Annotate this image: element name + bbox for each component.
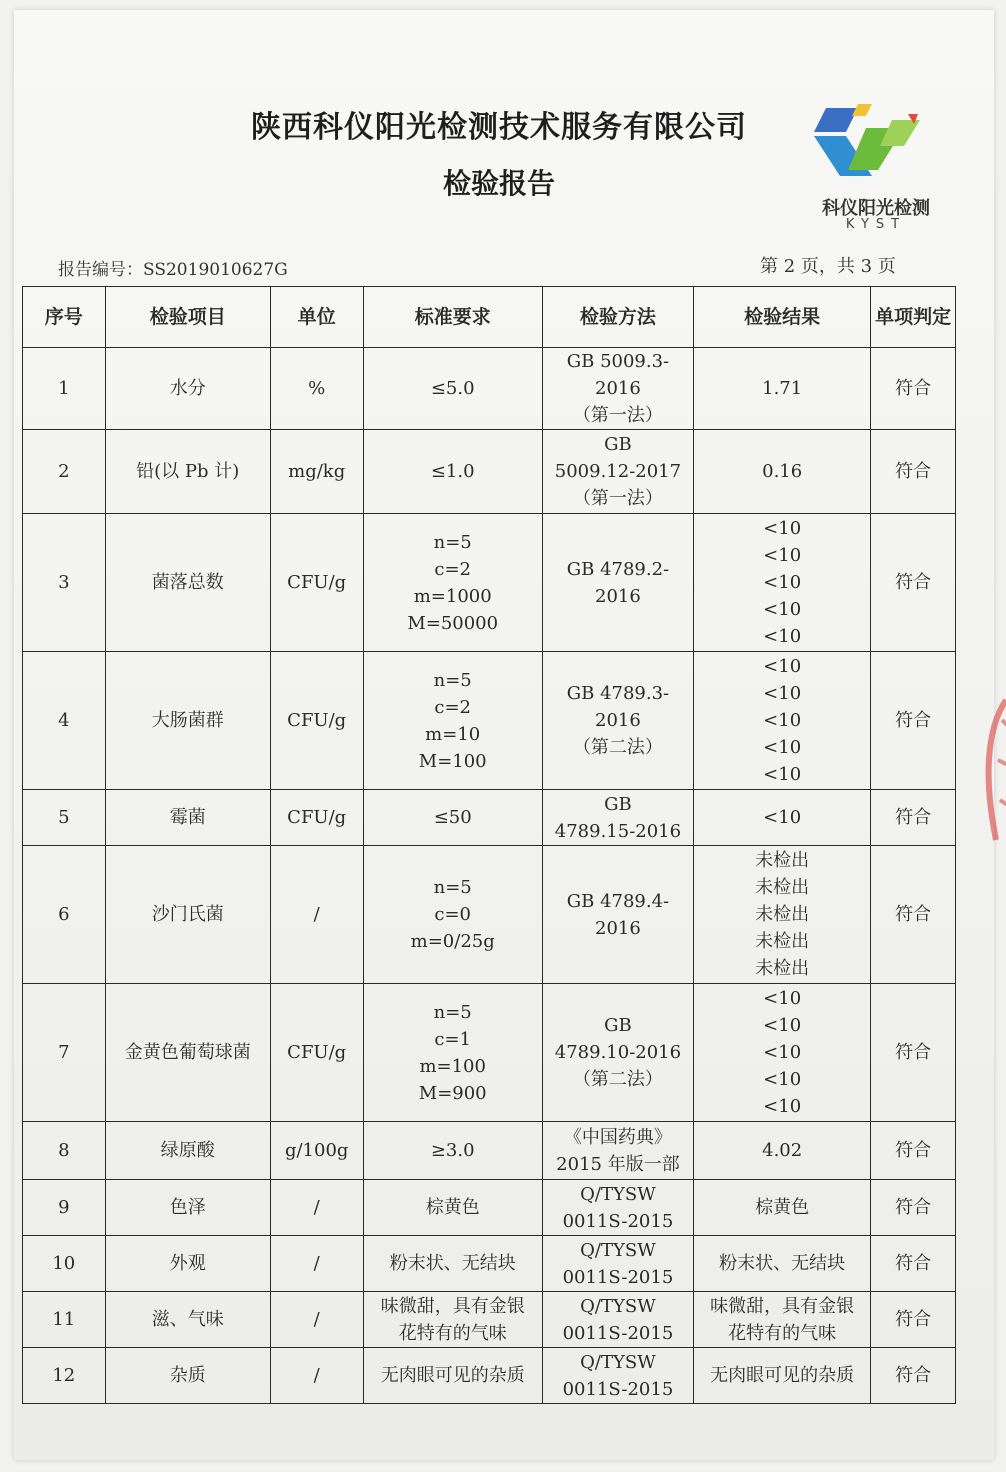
cell-seq: 7 xyxy=(23,984,106,1122)
cell-result xyxy=(694,984,871,1122)
cell-unit: % xyxy=(270,348,363,430)
cell-method xyxy=(542,348,693,430)
cell-result xyxy=(694,1122,871,1180)
cell-unit: / xyxy=(270,1292,363,1348)
cell-verdict: 符合 xyxy=(871,514,956,652)
cell-standard xyxy=(363,1236,542,1292)
cell-result-line: <10 xyxy=(763,710,802,731)
cell-method xyxy=(542,984,693,1122)
cell-result-line: <10 xyxy=(763,626,802,647)
logo-abbreviation: KYST xyxy=(845,217,907,232)
cell-verdict: 符合 xyxy=(871,984,956,1122)
cell-result-line: <10 xyxy=(763,518,802,539)
cell-result xyxy=(694,514,871,652)
cell-standard-line: c=2 xyxy=(434,558,472,580)
cell-method-line: GB 4789.2-2016 xyxy=(566,558,670,607)
cell-method-line: GB 4789.4-2016 xyxy=(566,890,670,939)
table-row xyxy=(23,652,956,790)
cell-standard-line: 无肉眼可见的杂质 xyxy=(380,1365,525,1386)
cell-result-line: 无肉眼可见的杂质 xyxy=(710,1365,855,1386)
cell-result-line: 1.71 xyxy=(762,378,803,399)
cell-unit: / xyxy=(270,1348,363,1404)
cell-result xyxy=(694,1348,871,1404)
logo-name: 科仪阳光检测 xyxy=(822,198,930,219)
red-stamp-fragment xyxy=(976,690,1006,870)
cell-seq: 5 xyxy=(23,790,106,846)
cell-result-line: 味微甜，具有金银 xyxy=(710,1295,855,1317)
cell-item: 金黄色葡萄球菌 xyxy=(105,984,270,1122)
cell-unit: / xyxy=(270,846,363,984)
cell-method-line: 4789.10-2016 xyxy=(554,1042,682,1063)
cell-standard-line: n=5 xyxy=(433,669,472,691)
cell-item: 杂质 xyxy=(105,1348,270,1404)
cell-method-line: GB xyxy=(604,793,632,815)
cell-standard xyxy=(363,430,542,514)
cell-unit: / xyxy=(270,1236,363,1292)
cell-standard xyxy=(363,1180,542,1236)
cell-verdict: 符合 xyxy=(871,1236,956,1292)
cell-verdict: 符合 xyxy=(871,1122,956,1180)
cell-method-line: 0011S-2015 xyxy=(562,1378,674,1400)
cell-method xyxy=(542,1122,693,1180)
cell-standard-line: ≤50 xyxy=(433,807,472,828)
cell-verdict: 符合 xyxy=(871,1292,956,1348)
cell-standard-line: m=0/25g xyxy=(410,931,495,952)
header-method: 检验方法 xyxy=(542,287,693,348)
cell-result-line: <10 xyxy=(763,807,802,828)
cell-item: 色泽 xyxy=(105,1180,270,1236)
cell-seq: 4 xyxy=(23,652,106,790)
cell-verdict: 符合 xyxy=(871,846,956,984)
cell-method xyxy=(542,1292,693,1348)
cell-item: 水分 xyxy=(105,348,270,430)
cell-result-line: 未检出 xyxy=(755,850,810,871)
cell-result xyxy=(694,652,871,790)
table-row xyxy=(23,1122,956,1180)
cell-method xyxy=(542,1236,693,1292)
cell-item: 铅(以 Pb 计) xyxy=(105,430,270,514)
cell-result-line: <10 xyxy=(763,764,802,785)
cell-method-line: 5009.12-2017 xyxy=(554,461,682,482)
cell-result-line: <10 xyxy=(763,572,802,593)
cell-method-line: 2015 年版一部 xyxy=(556,1153,680,1175)
cell-standard-line: 棕黄色 xyxy=(425,1197,480,1218)
cell-result-line: <10 xyxy=(763,656,802,677)
cell-method-line: Q/TYSW xyxy=(580,1183,656,1205)
cell-standard xyxy=(363,790,542,846)
cell-standard-line: ≤1.0 xyxy=(430,461,475,482)
cell-method xyxy=(542,430,693,514)
table-header-row xyxy=(23,287,956,348)
cell-seq: 11 xyxy=(23,1292,106,1348)
cell-method-line: 0011S-2015 xyxy=(562,1266,674,1288)
cell-unit: CFU/g xyxy=(270,652,363,790)
cell-standard xyxy=(363,846,542,984)
cell-method-line: Q/TYSW xyxy=(580,1239,656,1261)
cell-item: 霉菌 xyxy=(105,790,270,846)
header-seq: 序号 xyxy=(23,287,106,348)
cell-verdict: 符合 xyxy=(871,790,956,846)
cell-result-line: 0.16 xyxy=(762,461,803,482)
cell-result-line: <10 xyxy=(763,988,802,1009)
cell-verdict: 符合 xyxy=(871,430,956,514)
cell-method-line: GB xyxy=(604,434,632,455)
cell-standard-line: c=2 xyxy=(434,696,472,718)
cell-seq: 6 xyxy=(23,846,106,984)
cell-standard xyxy=(363,348,542,430)
table-row xyxy=(23,790,956,846)
cell-result-line: <10 xyxy=(763,1015,802,1036)
cell-standard-line: M=50000 xyxy=(407,612,499,634)
cell-result-line: 未检出 xyxy=(755,877,810,898)
header-standard: 标准要求 xyxy=(363,287,542,348)
cell-item: 绿原酸 xyxy=(105,1122,270,1180)
cell-standard-line: M=100 xyxy=(418,750,487,772)
cell-standard-line: n=5 xyxy=(433,877,472,898)
cell-result-line: <10 xyxy=(763,1042,802,1063)
cell-seq: 1 xyxy=(23,348,106,430)
cell-method-line: 0011S-2015 xyxy=(562,1210,674,1232)
cell-standard-line: m=100 xyxy=(419,1055,486,1077)
cell-method xyxy=(542,652,693,790)
report-number: 报告编号：SS2019010627G xyxy=(58,260,288,280)
document-title: 检验报告 xyxy=(442,167,555,200)
cell-result-line: 未检出 xyxy=(755,931,810,952)
cell-standard xyxy=(363,1348,542,1404)
cell-item: 滋、气味 xyxy=(105,1292,270,1348)
kyst-logo xyxy=(796,98,956,238)
table-row xyxy=(23,1292,956,1348)
table-row xyxy=(23,1236,956,1292)
cell-result-line: <10 xyxy=(763,1069,802,1090)
cell-unit: mg/kg xyxy=(270,430,363,514)
table-row xyxy=(23,846,956,984)
cell-method-line: （第二法） xyxy=(572,737,663,758)
header-result: 检验结果 xyxy=(694,287,871,348)
cell-result xyxy=(694,1236,871,1292)
cell-method-line: Q/TYSW xyxy=(580,1295,656,1317)
cell-unit: CFU/g xyxy=(270,984,363,1122)
table-row xyxy=(23,1348,956,1404)
cell-method xyxy=(542,846,693,984)
cell-result-line: <10 xyxy=(763,599,802,620)
cell-result-line: 花特有的气味 xyxy=(728,1322,837,1344)
cell-unit: / xyxy=(270,1180,363,1236)
cell-method-line: （第一法） xyxy=(572,488,663,509)
cell-standard-line: M=900 xyxy=(418,1082,487,1104)
cell-result-line: <10 xyxy=(763,683,802,704)
cell-standard xyxy=(363,984,542,1122)
cell-standard-line: n=5 xyxy=(433,531,472,553)
cell-standard-line: c=1 xyxy=(434,1028,472,1050)
cell-result-line: <10 xyxy=(763,737,802,758)
cell-standard-line: 粉末状、无结块 xyxy=(389,1253,516,1274)
cell-verdict: 符合 xyxy=(871,1180,956,1236)
cell-method-line: （第一法） xyxy=(572,405,663,426)
header-verdict: 单项判定 xyxy=(871,287,956,348)
cell-standard-line: c=0 xyxy=(434,904,472,925)
cell-seq: 9 xyxy=(23,1180,106,1236)
cell-result-line: 未检出 xyxy=(755,958,810,979)
table-row xyxy=(23,1180,956,1236)
table-row xyxy=(23,348,956,430)
cell-method-line: 4789.15-2016 xyxy=(554,820,682,842)
cell-result-line: <10 xyxy=(763,545,802,566)
cell-item: 沙门氏菌 xyxy=(105,846,270,984)
cell-method xyxy=(542,1348,693,1404)
cell-standard-line: m=1000 xyxy=(413,585,492,607)
table-row xyxy=(23,984,956,1122)
cell-method xyxy=(542,514,693,652)
cell-result-line: 4.02 xyxy=(762,1140,803,1161)
table-body xyxy=(23,348,956,1404)
cell-standard-line: n=5 xyxy=(433,1001,472,1023)
cell-unit: g/100g xyxy=(270,1122,363,1180)
cell-result-line: 未检出 xyxy=(755,904,810,925)
cell-result xyxy=(694,1292,871,1348)
cell-method-line: Q/TYSW xyxy=(580,1351,656,1373)
inspection-table xyxy=(22,286,956,1404)
cell-standard-line: ≤5.0 xyxy=(430,378,475,399)
cell-result xyxy=(694,1180,871,1236)
cell-verdict: 符合 xyxy=(871,1348,956,1404)
cell-method-line: （第二法） xyxy=(572,1069,663,1090)
cell-seq: 2 xyxy=(23,430,106,514)
cell-standard-line: ≥3.0 xyxy=(430,1140,475,1161)
cell-method-line: 《中国药典》 xyxy=(563,1126,672,1148)
cell-result-line: <10 xyxy=(763,1096,802,1117)
cell-unit: CFU/g xyxy=(270,514,363,652)
cell-method-line: GB 4789.3-2016 xyxy=(566,683,670,731)
cell-seq: 12 xyxy=(23,1348,106,1404)
cell-result xyxy=(694,430,871,514)
cell-seq: 10 xyxy=(23,1236,106,1292)
table-row xyxy=(23,430,956,514)
cell-seq: 3 xyxy=(23,514,106,652)
cell-result-line: 棕黄色 xyxy=(755,1197,810,1218)
cell-standard-line: m=10 xyxy=(425,723,481,745)
table-row xyxy=(23,514,956,652)
cell-standard-line: 花特有的气味 xyxy=(398,1322,507,1344)
cell-verdict: 符合 xyxy=(871,652,956,790)
cell-result xyxy=(694,846,871,984)
cell-standard xyxy=(363,514,542,652)
cell-standard xyxy=(363,652,542,790)
cell-result-line: 粉末状、无结块 xyxy=(719,1253,846,1274)
cell-result xyxy=(694,348,871,430)
cell-unit: CFU/g xyxy=(270,790,363,846)
cell-result xyxy=(694,790,871,846)
report-page xyxy=(14,10,994,1460)
cell-method xyxy=(542,1180,693,1236)
cell-item: 菌落总数 xyxy=(105,514,270,652)
cell-method-line: 0011S-2015 xyxy=(562,1322,674,1344)
cell-item: 外观 xyxy=(105,1236,270,1292)
page-indicator: 第 2 页，共 3 页 xyxy=(760,256,896,277)
logo-mark-icon xyxy=(796,98,956,194)
cell-method xyxy=(542,790,693,846)
cell-seq: 8 xyxy=(23,1122,106,1180)
cell-item: 大肠菌群 xyxy=(105,652,270,790)
header-item: 检验项目 xyxy=(105,287,270,348)
cell-standard xyxy=(363,1292,542,1348)
cell-verdict: 符合 xyxy=(871,348,956,430)
header-unit: 单位 xyxy=(270,287,363,348)
cell-method-line: GB xyxy=(604,1015,632,1036)
cell-method-line: GB 5009.3-2016 xyxy=(566,351,670,399)
cell-standard-line: 味微甜，具有金银 xyxy=(380,1295,525,1317)
cell-standard xyxy=(363,1122,542,1180)
company-name: 陕西科仪阳光检测技术服务有限公司 xyxy=(251,110,747,145)
